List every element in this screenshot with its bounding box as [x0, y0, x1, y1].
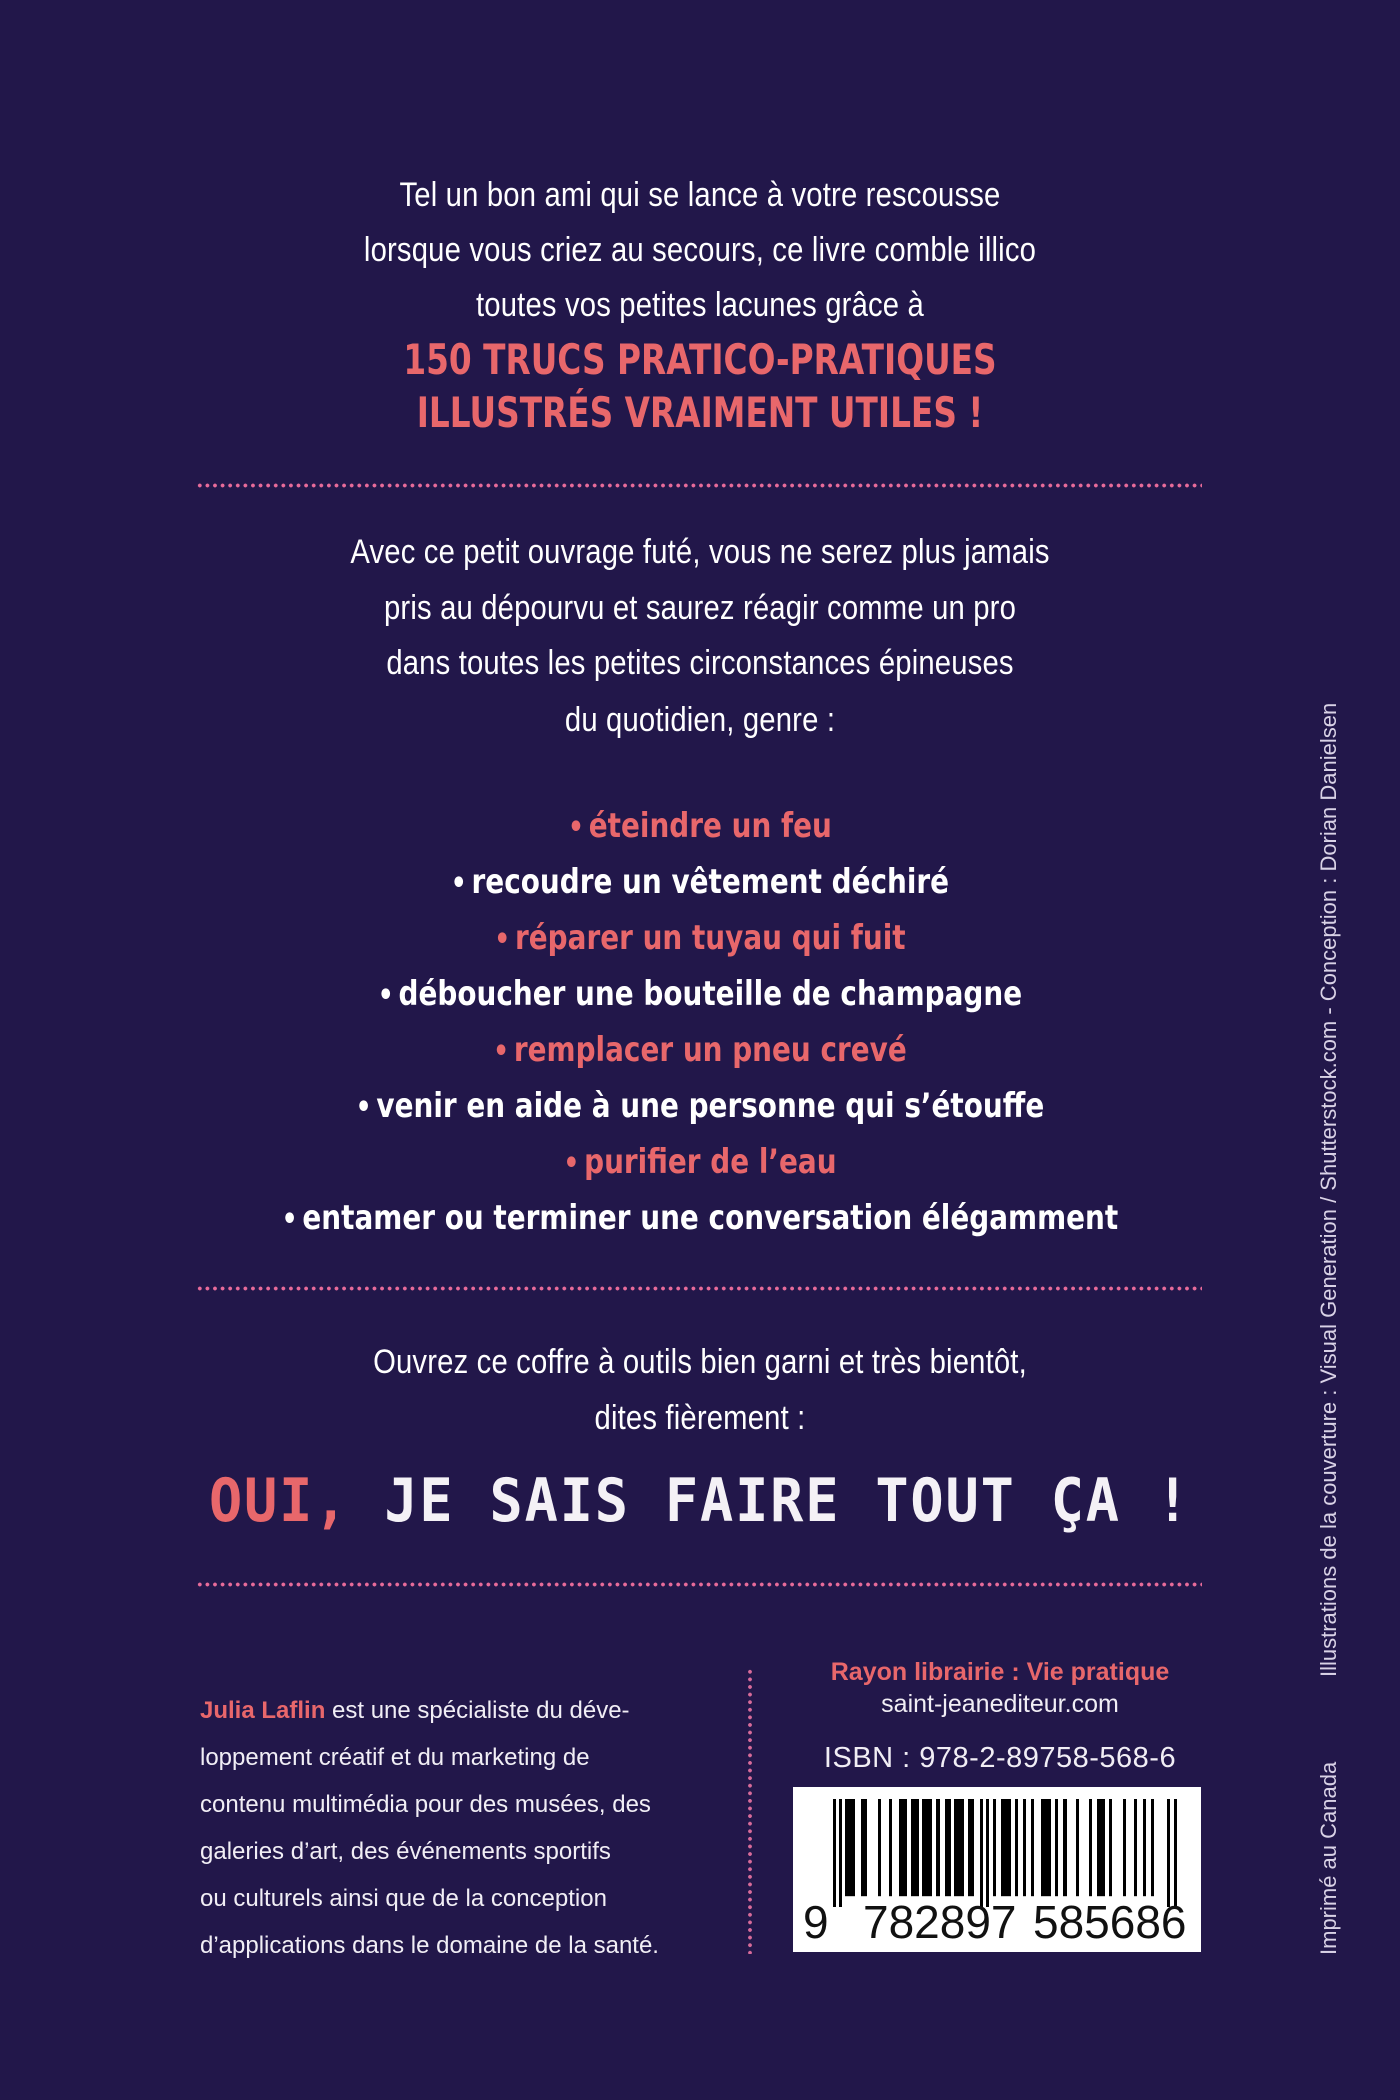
list-item [249, 1196, 1151, 1240]
barcode-right-digits: 585686 [1033, 1896, 1187, 1948]
bio-line: d’applications dans le domaine de la santé. [200, 1932, 659, 1959]
list-item [249, 916, 1151, 960]
author-name: Julia Laflin [200, 1697, 326, 1724]
tip-text: réparer un tuyau qui fuit [515, 918, 906, 958]
list-item [249, 1028, 1151, 1072]
bio-line: loppement créatif et du marketing de [200, 1744, 590, 1771]
bio-line [200, 1687, 720, 1734]
tip-text: entamer ou terminer une conversation élégamment [302, 1198, 1119, 1238]
bullet-icon: • [450, 866, 467, 901]
list-item [249, 804, 1151, 848]
tip-text: éteindre un feu [588, 806, 832, 846]
isbn-label: ISBN : 978-2-89758-568-6 [823, 1742, 1177, 1774]
bullet-icon: • [568, 810, 584, 845]
publisher-website: saint-jeanediteur.com [881, 1690, 1119, 1718]
printed-in-label: Imprimé au Canada [1316, 1761, 1341, 1955]
headline-line: 150 TRUCS PRATICO-PRATIQUES [403, 335, 997, 384]
author-bio [200, 1687, 720, 1969]
intro-line: Tel un bon ami qui se lance à votre rescousse [399, 176, 1001, 214]
vertical-dotted-divider [747, 1668, 753, 1954]
bullet-icon: • [281, 1202, 298, 1237]
tip-text: venir en aide à une personne qui s’étouffe [376, 1086, 1045, 1126]
dotted-divider [196, 483, 1202, 488]
dotted-divider [196, 1286, 1202, 1291]
description-line: du quotidien, genre : [564, 701, 836, 739]
dotted-divider [196, 1582, 1202, 1587]
bullet-icon: • [563, 1146, 580, 1181]
description-line: dans toutes les petites circonstances épineuses [386, 644, 1014, 682]
bullet-icon: • [493, 1034, 509, 1069]
barcode [793, 1787, 1201, 1952]
slogan [194, 1466, 1206, 1536]
closing-line: Ouvrez ce coffre à outils bien garni et très bientôt, [373, 1343, 1027, 1381]
bio-line: galeries d’art, des événements sportifs [200, 1838, 611, 1865]
barcode-left-digits: 782897 [863, 1896, 1017, 1948]
closing-line: dites fièrement : [594, 1399, 806, 1437]
intro-line: toutes vos petites lacunes grâce à [476, 286, 924, 324]
tip-text: remplacer un pneu crevé [513, 1030, 907, 1070]
publisher-info [790, 1656, 1210, 1776]
bullet-icon: • [355, 1090, 372, 1125]
slogan-accent: OUI, [208, 1466, 350, 1536]
description-line: pris au dépourvu et saurez réagir comme un pro [383, 589, 1017, 627]
description-line: Avec ce petit ouvrage futé, vous ne serez plus jamais [350, 533, 1050, 571]
list-item [249, 1084, 1151, 1128]
list-item [249, 860, 1151, 904]
bio-line: ou culturels ainsi que de la conception [200, 1885, 607, 1912]
bio-text: est une spécialiste du déve- [325, 1697, 630, 1724]
tip-text: recoudre un vêtement déchiré [471, 862, 950, 902]
barcode-bars-icon [833, 1799, 1183, 1907]
bullet-icon: • [377, 978, 394, 1013]
illustration-credits: Illustrations de la couverture : Visual Generation / Shutterstock.com - Conception : Dorian Danielsen [1316, 702, 1341, 1677]
tip-text: déboucher une bouteille de champagne [398, 974, 1023, 1014]
intro-line: lorsque vous criez au secours, ce livre comble illico [363, 231, 1037, 269]
list-item [249, 972, 1151, 1016]
list-item [249, 1140, 1151, 1184]
rayon-label: Rayon librairie : Vie pratique [830, 1658, 1170, 1686]
headline-line: ILLUSTRÉS VRAIMENT UTILES ! [416, 388, 984, 437]
slogan-text: JE SAIS FAIRE TOUT ÇA ! [384, 1466, 1192, 1536]
bio-line: contenu multimédia pour des musées, des [200, 1791, 651, 1818]
barcode-lead-digit: 9 [803, 1896, 829, 1948]
bullet-icon: • [494, 922, 511, 957]
tip-text: purifier de l’eau [584, 1142, 837, 1182]
